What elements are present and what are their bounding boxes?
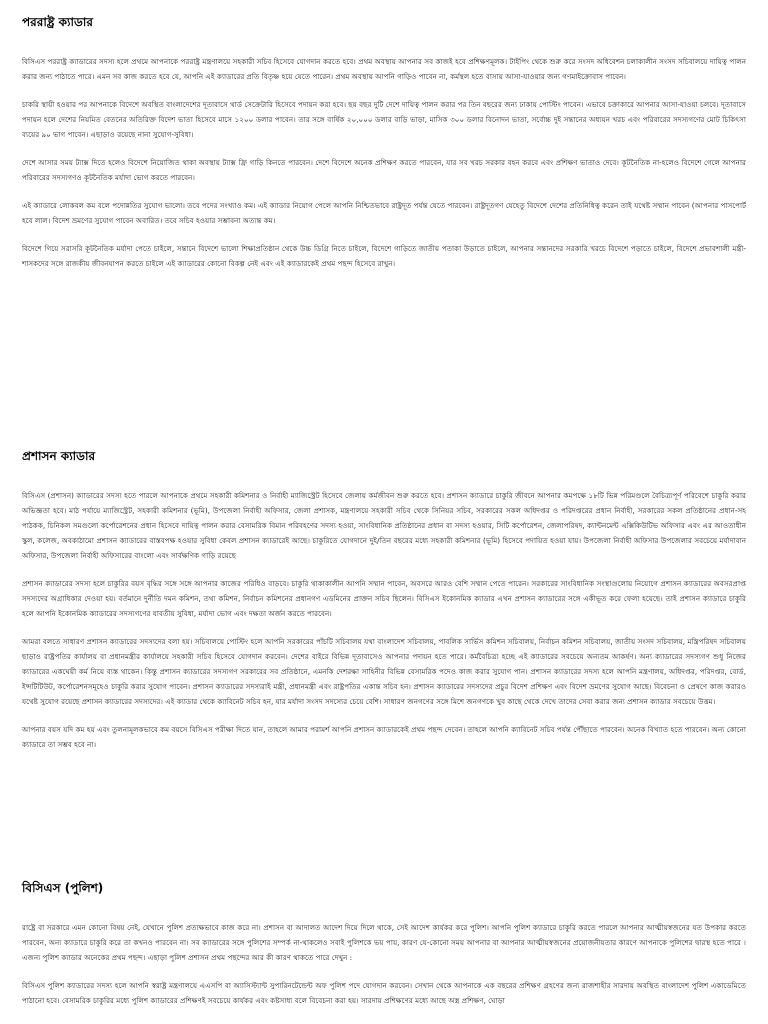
paragraph: আপনার বয়স যদি কম হয় এবং তুলনামূলকভাবে কম বয়সে বিসিএস পরীক্ষা দিতে যান, তাহলে আমার পরামর্শ আপনি প্রশাসন ক্যাডারকেই প্রথম পছন্দ দেবেন। তাহলে আপনি ক্যাবিনেট সচিব পর্যন্ত পৌঁছাতে পারবেন। অনেক বিখ্যাত হতে পারবেন। অন্য কোনো ক্যাডারে তা সম্ভব হবে না। xyxy=(22,725,746,749)
paragraph: রাষ্ট্রে বা সরকারে এমন কোনো বিষয় নেই, যেখানে পুলিশ প্রত্যক্ষভাবে কাজ করে না। প্রশাসন বা আদালত আদেশ দিয়ে দিলে থাকে, সেই আদেশ কার্যকর করে পুলিশ। আপনি পুলিশ ক্যাডারে চাকুরি করতে পারলে আপনার আত্মীয়স্বজনের যত উপকার করতে পারবেন, অন্য ক্যাডারে চাকুরি করে তা কখনও পারবেন না। সব ক্যাডারের সঙ্গে পুলিশের সম্পর্ক না-থাকলেও সবাই পুলিশকে ভয় পায়, কারণ যে-কোনো সময় আপনার বা আপনার আত্মীয়স্বজনের প্রয়োজনীয়তার কারণে আপনাকে পুলিশের দ্বারস্থ হতে পারে । এজন্য পুলিশ ক্যাডার অনেকের প্রথম পছন্দ। এছাড়া পুলিশ প্রশাসন প্রথম পছন্দের আর কী কারণ থাকতে পারে দেখুন : xyxy=(22,923,746,962)
paragraph: বিসিএস পররাষ্ট্র ক্যাডারের সদস্য হলে প্রথমে আপনাকে পররাষ্ট্র মন্ত্রণালয়ে সহকারী সচিব হিসেবে যোগদান করতে হবে। প্রথম অবস্থায় আপনার সব কাজই হবে প্রশিক্ষণমূলক। টাইপিং থেকে শুরু করে সংসদ অধিবেশন চলাকালীন সংসদ সচিবালয়ে দায়িত্ব পালন করার জন্য পাঠাতে পারে। এমন সব কাজ করতে হবে যে, আপনি এই ক্যাডারের প্রতি বিতৃষ্ণ হয়ে যেতে পারেন। প্রথম অবস্থায় আপনি গাড়িও পাবেন না, কর্মস্থল হতে বাসায় আসা-যাওয়ার জন্য গণমাইক্রোবাস পাবেন। xyxy=(22,57,746,81)
paragraph: বিসিএস পুলিশ ক্যাডারের সদস্য হলে আপনি স্বরাষ্ট্র মন্ত্রণালয়ে এএসপি বা অ্যাসিস্ট্যান্ট সুপারিনটেন্ডেন্ট অফ পুলিশ পদে যোগদান করবেন। সেখান থেকে আপনাকে এক বছরের প্রশিক্ষণ গ্রহণের জন্য রাজশাহীর সারদায় অবস্থিত বাংলাদেশ পুলিশ একাডেমিতে পাঠানো হবে। বেসামরিক চাকুরির মধ্যে পুলিশ ক্যাডারের প্রশিক্ষণই সবচেয়ে কার্যকর এবং কষ্টসাধ্য বলে বিবেচনা করা হয়। সারদায় প্রশিক্ষণের মধ্যে আছে অস্ত্র প্রশিক্ষণ, ঘোড়া xyxy=(22,981,746,1005)
paragraph: দেশে আসার সময় ট্যাক্স দিতে হলেও বিদেশে নিয়োজিত থাকা অবস্থায় ট্যাক্স ফ্রি গাড়ি কিনতে পারবেন। দেশে বিদেশে অনেক প্রশিক্ষণ করতে পারবেন, যার সব খরচ সরকার বহন করবে এবং প্রশিক্ষণ ভাতাও দেবে। কূটনৈতিক না-হলেও বিদেশে গেলে আপনার পরিবারের সদস্যগণও কূটনৈতিক মর্যাদা ভোগ করতে পারবেন। xyxy=(22,158,746,182)
paragraph: এই ক্যাডারে লোকবল কম বলে পদোন্নতির সুযোগ ভালো। তবে পদের সংখ্যাও কম। এই ক্যাডার নিয়োগ পেলে আপনি নিশ্চিতভাবে রাষ্ট্রদূত পর্যন্ত যেতে পারবেন। রাষ্ট্রদূতগণ যেহেতু বিদেশে দেশের প্রতিনিধিত্ব করেন তাই যথেষ্ট সম্মান পাবেন (আপনার পাসপোর্ট হবে লাল। বিদেশ ভ্রমণের সুযোগ পাবেন অবারিত। তবে সচিব হওয়ার সম্ভাবনা অত্যন্ত কম। xyxy=(22,201,746,225)
section-heading: বিসিএস (পুলিশ) xyxy=(22,881,104,895)
section-foreign-cadre xyxy=(22,14,746,284)
section-heading: পররাষ্ট্র ক্যাডার xyxy=(22,15,93,29)
paragraph: বিদেশে গিয়ে সরাসরি কূটনৈতিক মর্যাদা পেতে চাইলে, সন্তানে বিদেশে ভালো শিক্ষাপ্রতিষ্ঠান থেকে উচ্চ ডিগ্রি নিতে চাইলে, বিদেশে গাড়িতে জাতীয় পতাকা উড়াতে চাইলে, আপনার সন্তানদের সরকারি খরচে বিদেশে পড়াতে চাইলে, বিদেশে প্রভাবশালী মন্ত্রী-শাসকদের সঙ্গে রাজকীয় জীবনযাপন করতে চাইলে এই ক্যাডারের কোনো বিকল্প নেই এবং এই ক্যাডারকেই প্রথম পছন্দ হিসেবে রাখুন। xyxy=(22,244,746,268)
paragraph: আমরা বলতে সাধারণ প্রশাসন ক্যাডারের সদস্যদের বলা হয়। সচিবালয়ে পোস্টিং হলে আপনি সরকারের পাঁচটি সচিবালয় যথা বাংলাদেশ সচিবালয়, পাবলিক সার্ভিস কমিশন সচিবালয়, নির্বাচন কমিশন সচিবালয়, জাতীয় সংসদ সচিবালয়, মন্ত্রিপরিষদ সচিবালয় ছাড়াও রাষ্ট্রপতির কার্যালয় বা প্রধানমন্ত্রীর কার্যালয়ে সহকারী সচিব হিসেবে যোগদান করবেন। দেশের বাইরে বিভিন্ন দূতাবাসেও আপনার পদায়ন হতে পারে। কর্মবৈচিত্র্য হচ্ছে এই ক্যাডারের সবচেয়ে অন্যতম আকর্ষণ। অন্য ক্যাডারের সদস্যগণ শুধু নিজের ক্যাডারের একঘেয়ী কর্ম নিয়ে ব্যস্ত থাকেন। কিন্তু প্রশাসন ক্যাডারের সদস্যগণ সরকারের সব প্রতিষ্ঠানে, এমনকি দেশরক্ষা সাহিনীর বিভিন্ন বেসামরিক পদেও কাজ করার সুযোগ পান। প্রশাসন ক্যাডারের সদস্য হলে আপনি মন্ত্রণালয়, অধিদপ্তর, পরিদপ্তর, বোর্ড, ইন্সটিটিউট, কর্পোরেশনসমূহেও চাকুরি করার সুযোগ পাবেন। প্রশাসন ক্যাডারের সদস্যরাই মন্ত্রী, প্রধানমন্ত্রী এবং রাষ্ট্রপতির একান্ত সচিব হন। প্রশাসন ক্যাডারের সদস্যদের প্রচুর বিদেশ প্রশিক্ষণ এবং বিদেশ ভ্রমণের সুযোগ আছে। বিবেচনা ও প্রেষণে কাজ করারও যথেষ্ট সুযোগ রয়েছে প্রশাসন ক্যাডারের সদস্যদের। এই ক্যাডার থেকে ক্যাবিনেট সচিব হন, যার মর্যাদা সংসদ সদস্যের চেয়ে বেশি। সাধারণ জনগণের সঙ্গে মিশে জনগণকে খুব কাছে থেকে দেখে তাদের সেবা করার জন্য প্রশাসন ক্যাডার সবচেয়ে উত্তম। xyxy=(22,637,746,706)
section-police-cadre xyxy=(22,880,746,1021)
paragraph: বিসিএস (প্রশাসন) ক্যাডারের সদস্য হতে পারলে আপনাকে প্রথমে সহকারী কমিশনার ও নির্বাহী ম্যাজিস্ট্রেট হিসেবে জেলায় কর্মজীবন শুরু করতে হবে। প্রশাসন ক্যাডারে চাকুরি জীবনে আপনার কমপক্ষে ১৮টি ভিন্ন পরিমণ্ডলে বৈচিত্র্যপূর্ণ পরিবেশে চাকুরি করার অভিজ্ঞতা হবে। মাঠ পর্যায়ে ম্যাজিস্ট্রেট, সহকারী কমিশনার (ভূমি), উপজেলা নির্বাহী অফিসার, জেলা প্রশাসক, মন্ত্রণালয়ে সহকারী সচিব থেকে সিনিয়র সচিব, সরকারের সকল অধিদপ্তর ও পরিদপ্তরের প্রধান নির্বাহী, সরকারের সকল প্রতিষ্ঠানের প্রধান-সহ পাঠকক, চিনিকল সমগুলো কর্পোরেশনের প্রধান হিসেবে দায়িত্ব পালন করার বেসামরিক বিমান পরিবহণের সদস্য হওয়া, সাংবিধানিক প্রতিষ্ঠানের প্রধান বা সদস্য হওয়ার, সিটি কর্পোরেশন, জেলাপরিষদ, ক্যান্টনমেন্ট এক্সিকিউটিভ অফিসার এবং এর আওতাধীন স্কুল, কলেজ, অবকাঠামো প্রশাসন ক্যাডারের বাস্তবপক্ষ হওয়ার সুবিধা কেবল প্রশাসন ক্যাডারেই আছে। চাকুরিতে যোগদানে দুই/তিন বছরের মধ্যে সহকারী কমিশনার (ভূমি) হিসেবে পদায়িত হওয়া যায়। উপজেলা নির্বাহী অফিসার উপজেলার সবচেয়ে মর্যাদাবান অফিসার, উপজেলা নির্বাহী অফিসারের বাংলো এবং সার্বক্ষণিক গাড়ি রয়েছে xyxy=(22,491,746,560)
section-heading: প্রশাসন ক্যাডার xyxy=(22,449,96,463)
section-admin-cadre xyxy=(22,448,746,765)
paragraph: প্রশাসন ক্যাডারের সদস্য হলে চাকুরির বয়স বৃদ্ধির সঙ্গে সঙ্গে আপনার কাজের পরিধিও বাড়বে। চাকুরি থাকাকালীন আপনি সম্মান পাবেন, অবসরে আরও বেশি সম্মান পেতে পারেন। সরকারের সাংবিধানিক সংস্থাগুলোয় নিয়োগে প্রশাসন ক্যাডারের অবসরপ্রাপ্ত সদস্যদের অগ্রাধিকার দেওয়া হয়। বর্তমানে দুর্নীতি দমন কমিশন, তথ্য কমিশন, নির্বাচন কমিশনের প্রধানগণ এডমিনের প্রাক্তন সচিব ছিলেন। বিসিএস ইকোনমিক ক্যাডার এখন প্রশাসন ক্যাডারের সঙ্গে একীভূত করে ফেলা হয়েছে। তাই প্রশাসন ক্যাডারে চাকুরি হলে আপনি ইকোনমিক ক্যাডারের সদস্যগণের যাবতীয় সুবিধা, মর্যাদা ভোগ এবং দক্ষতা অর্জন করতে পারবেন। xyxy=(22,579,746,618)
paragraph: চাকরি স্থায়ী হওয়ার পর আপনাকে বিদেশে অবস্থিত বাংলাদেশের দূতাবাসে থার্ড সেক্রেটারি হিসেবে পদায়ন করা হবে। ছয় বছর দুটি দেশে দায়িত্ব পালন করার পর তিন বছরের জন্য ঢাকায় পোস্টিং পাবেন। এভাবে চক্রাকারে আপনার আসা-যাওয়া চলবে। দূতাবাসে পদায়ন হলে দেশের নিয়মিত বেতনের অতিরিক্ত বিদেশ ভাতা হিসেবে মাসে ১২০০ ডলার পাবেন। তার সঙ্গে বার্ষিক ২০,০০০ ডলার বাড়ি ভাড়া, মাসিক ৩০০ ডলার বিনোদন ভাতা, সর্বোচ্চ দুই সন্তানের অধ্যয়ন খরচ এবং পরিবারের সদস্যগণের মোট চিকিৎসা ব্যয়ের ৯০ ভাগ পাবেন। এছাড়াও রয়েছে নানা সুযোগ-সুবিধা। xyxy=(22,100,746,139)
